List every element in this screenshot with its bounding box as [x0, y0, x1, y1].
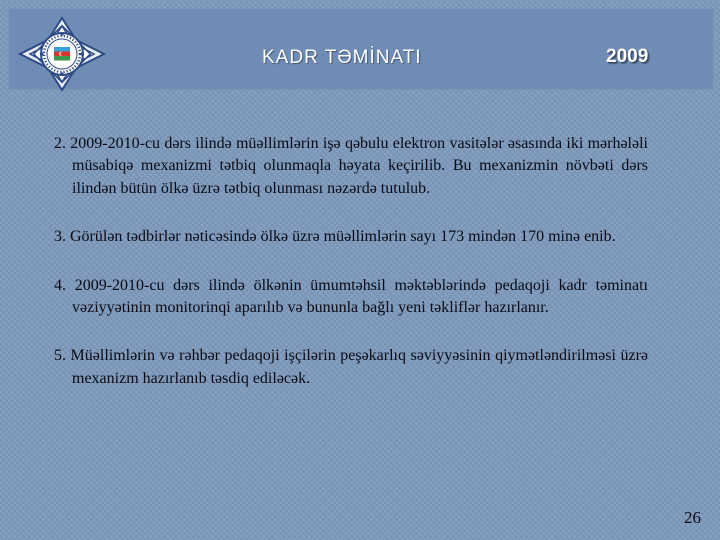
- list-item-3: [54, 226, 648, 248]
- list-item-number: 3.: [54, 228, 70, 246]
- list-item-text: Müəllimlərin və rəhbər pedaqoji işçilərin peşəkarlıq səviyyəsinin qiymətləndirilməsi üzrə mexanizm hazırlanıb təsdiq ediləcək.: [70, 347, 649, 387]
- list-item-4: [54, 275, 648, 320]
- page-number: 26: [684, 508, 701, 527]
- list-item-text: Görülən tədbirlər nəticəsində ölkə üzrə müəllimlərin sayı 173 mindən 170 minə enib.: [70, 228, 616, 246]
- content-list: [54, 133, 648, 416]
- ministry-emblem-icon: [18, 16, 106, 92]
- header-band: [8, 8, 714, 90]
- list-item-number: 4.: [54, 276, 75, 294]
- slide-year: 2009: [606, 46, 649, 67]
- slide-title: KADR TƏMİNATI: [262, 47, 422, 68]
- list-item-text: 2009-2010-cu dərs ilində ölkənin ümumtəhsil məktəblərində pedaqoji kadr təminatı vəziyyətinin monitorinqi aparılıb və bununla bağlı yeni təkliflər hazırlanır.: [72, 276, 648, 317]
- list-item-number: 5.: [54, 347, 71, 365]
- list-item-5: [54, 345, 648, 390]
- list-item-2: [54, 133, 648, 200]
- list-item-number: 2.: [54, 135, 71, 152]
- list-item-text: 2009-2010-cu dərs ilində müəllimlərin işə qəbulu elektron vasitələr əsasında iki mərhələli müsabiqə mexanizmi tətbiq olunmaqla həyata keçirilib. Bu mexanizmin növbəti dərs ilindən bütün ölkə üzrə tətbiq olunması nəzərdə tutulub.: [70, 135, 648, 197]
